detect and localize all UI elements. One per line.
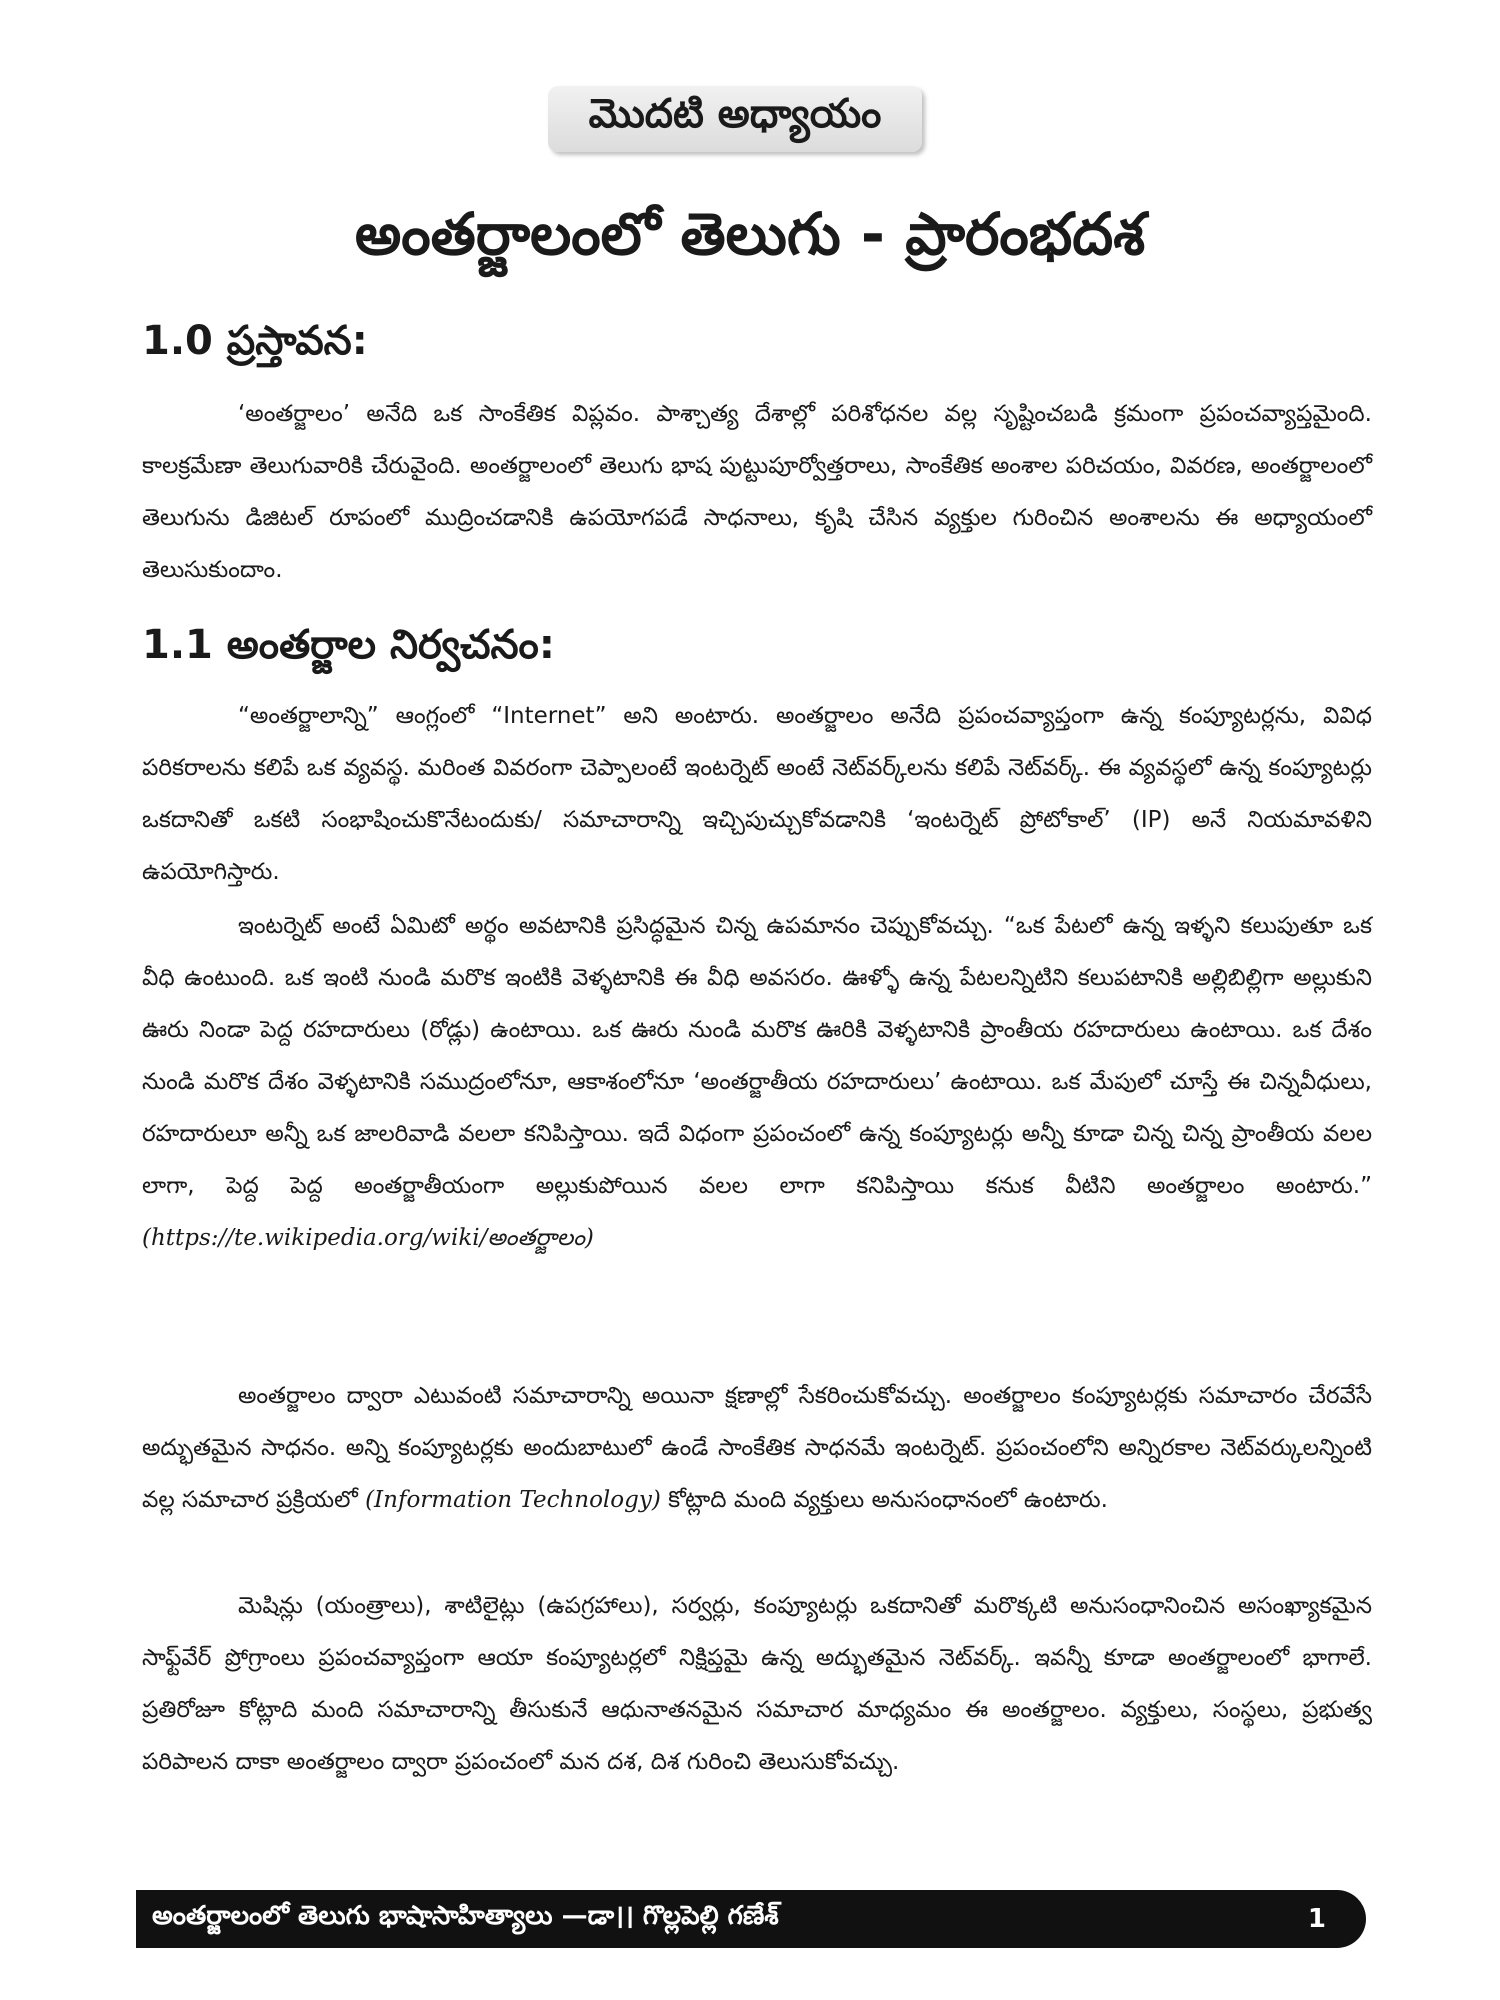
chapter-label: మొదటి అధ్యాయం xyxy=(548,86,922,152)
paragraph-3-text-b: కోట్లాది మంది వ్యక్తులు అనుసంధానంలో ఉంటారు. xyxy=(668,1487,1108,1513)
page-title: అంతర్జాలంలో తెలుగు - ప్రారంభదశ xyxy=(354,200,1146,268)
section-heading-intro: 1.0 ప్రస్తావన: xyxy=(142,318,368,364)
definition-paragraph-1: “అంతర్జాలాన్ని” ఆంగ్లంలో “Internet” అని అంటారు. అంతర్జాలం అనేది ప్రపంచవ్యాప్తంగా ఉన్న కంప్యూటర్లను, వివిధ పరికరాలను కలిపే ఒక వ్యవస్థ. మరింత వివరంగా చెప్పాలంటే ఇంటర్నెట్ అంటే నెట్‌వర్క్‌లను కలిపే నెట్‌వర్క్. ఈ వ్యవస్థలో ఉన్న కంప్యూటర్లు ఒకదానితో ఒకటి సంభాషించుకొనేటందుకు/ సమాచారాన్ని ఇచ్చిపుచ్చుకోవడానికి ‘ఇంటర్నెట్ ప్రోటోకాల్’ (IP) అనే నియమావళిని ఉపయోగిస్తారు. xyxy=(142,703,1372,885)
intro-paragraph: ‘అంతర్జాలం’ అనేది ఒక సాంకేతిక విప్లవం. పాశ్చాత్య దేశాల్లో పరిశోధనల వల్ల సృష్టించబడి క్రమంగా ప్రపంచవ్యాప్తమైంది. కాలక్రమేణా తెలుగువారికి చేరువైంది. అంతర్జాలంలో తెలుగు భాష పుట్టుపూర్వోత్తరాలు, సాంకేతిక అంశాల పరిచయం, వివరణ, అంతర్జాలంలో తెలుగును డిజిటల్ రూపంలో ముద్రించడానికి ఉపయోగపడే సాధనాలు, కృషి చేసిన వ్యక్తుల గురించిన అంశాలను ఈ అధ్యాయంలో తెలుసుకుందాం. xyxy=(142,401,1372,583)
definition-paragraph-2 xyxy=(142,900,1372,1264)
paragraph-3-text-a: అంతర్జాలం ద్వారా ఎటువంటి సమాచారాన్ని అయినా క్షణాల్లో సేకరించుకోవచ్చు. అంతర్జాలం కంప్యూటర్లకు సమాచారం చేరవేసే అద్భుతమైన సాధనం. అన్ని కంప్యూటర్లకు అందుబాటులో ఉండే సాంకేతిక సాధనమే ఇంటర్నెట్. ప్రపంచంలోని అన్నిరకాల నెట్‌వర్కులన్నింటి వల్ల సమాచార ప్రక్రియలో xyxy=(142,1383,1372,1513)
analogy-quote: ఇంటర్నెట్ అంటే ఏమిటో అర్థం అవటానికి ప్రసిద్ధమైన చిన్న ఉపమానం చెప్పుకోవచ్చు. “ఒక పేటలో ఉన్న ఇళ్ళని కలుపుతూ ఒక వీధి ఉంటుంది. ఒక ఇంటి నుండి మరొక ఇంటికి వెళ్ళటానికి ఈ వీధి అవసరం. ఊళ్ళో ఉన్న పేటలన్నిటిని కలుపటానికి అల్లిబిల్లిగా అల్లుకుని ఊరు నిండా పెద్ద రహదారులు (రోడ్లు) ఉంటాయి. ఒక ఊరు నుండి మరొక ఊరికి వెళ్ళటానికి ప్రాంతీయ రహదారులు ఉంటాయి. ఒక దేశం నుండి మరొక దేశం వెళ్ళటానికి సముద్రంలోనూ, ఆకాశంలోనూ ‘అంతర్జాతీయ రహదారులు’ ఉంటాయి. ఒక మేపులో చూస్తే ఈ చిన్నవీధులు, రహదారులూ అన్నీ ఒక జాలరివాడి వలలా కనిపిస్తాయి. ఇదే విధంగా ప్రపంచంలో ఉన్న కంప్యూటర్లు అన్నీ కూడా చిన్న చిన్న ప్రాంతీయ వలల లాగా, పెద్ద పెద్ద అంతర్జాతీయంగా అల్లుకుపోయిన వలల లాగా కనిపిస్తాయి కనుక వీటిని అంతర్జాలం అంటారు.” xyxy=(142,913,1372,1199)
information-technology-term: (Information Technology) xyxy=(365,1487,661,1513)
page-number: 1 xyxy=(1307,1904,1326,1934)
section-heading-definition: 1.1 అంతర్జాల నిర్వచనం: xyxy=(142,622,555,668)
page-footer xyxy=(136,1890,1366,1948)
definition-paragraph-3 xyxy=(142,1370,1372,1526)
definition-paragraph-4: మెషిన్లు (యంత్రాలు), శాటిలైట్లు (ఉపగ్రహాలు), సర్వర్లు, కంప్యూటర్లు ఒకదానితో మరొక్కటి అనుసంధానించిన అసంఖ్యాకమైన సాఫ్ట్‌వేర్ ప్రోగ్రాంలు ప్రపంచవ్యాప్తంగా ఆయా కంప్యూటర్లలో నిక్షిప్తమై ఉన్న అద్భుతమైన నెట్‌వర్క్. ఇవన్నీ కూడా అంతర్జాలంలో భాగాలే. ప్రతిరోజూ కోట్లాది మంది సమాచారాన్ని తీసుకునే ఆధునాతనమైన సమాచార మాధ్యమం ఈ అంతర్జాలం. వ్యక్తులు, సంస్థలు, ప్రభుత్వ పరిపాలన దాకా అంతర్జాలం ద్వారా ప్రపంచంలో మన దశ, దిశ గురించి తెలుసుకోవచ్చు. xyxy=(142,1593,1372,1775)
footer-text: అంతర్జాలంలో తెలుగు భాషాసాహిత్యాలు —డా।। గొల్లపెల్లి గణేశ్ xyxy=(152,1901,779,1931)
source-citation: (https://te.wikipedia.org/wiki/అంతర్జాలం) xyxy=(142,1225,594,1251)
